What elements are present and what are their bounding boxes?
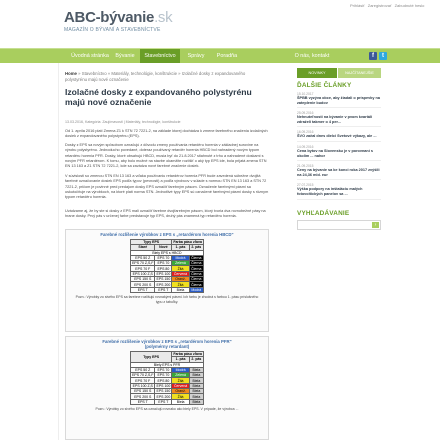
cell: Žltá [172, 394, 190, 399]
logo-main: ABC-bývanie [64, 9, 155, 26]
table-header-old: Staré [131, 245, 155, 250]
cell: Čierna [191, 261, 202, 266]
cell: EPS 150 S [131, 277, 155, 282]
cell: EPS 50 Z [131, 255, 155, 260]
article-paragraph-3: V súvislosti so zmenou STN EN 13 163 a vďaka používaniu retardérov horenia PFR bude zavedená súbežne dvojitá farebné označovanie dosiek EPS podľa typov (pevnosti) a podľa výrobcov v súlade s normou STN EN 13 163 a STN 72 7221-2, pričom je povinné pred predajom dosky EPS označiť farebným pásom. Označenie farebnými pásmi sa uskutočňuje na výrobkoch, na ktoré platí norma STN. Jednotlivé typy EPS sú označené farebnými pásmi dosky s rôznym typom retardéru horenia. [65, 174, 269, 200]
article-link[interactable]: ŠVO začal dnes dielci Svetové výkazy, ale ... [297, 134, 377, 139]
table-row [131, 277, 204, 282]
cell: EPS 70 F [131, 266, 155, 271]
cell: Biela [189, 399, 203, 404]
cell: Čierna [191, 271, 202, 276]
table-header-band1: 1. pás [172, 357, 190, 362]
table-header-types: Typy EPS [131, 352, 172, 363]
list-item[interactable] [297, 92, 381, 108]
cell: EPS 150 [156, 277, 171, 282]
table-pfr-title: Farebné rozlíšenie výrobkov z EPS s „retardérom horenia PFR" [102, 339, 232, 344]
sidebar-heading-articles: ĎALŠIE ČLÁNKY [297, 82, 352, 89]
table-row [131, 389, 204, 394]
table-pfr [65, 336, 269, 440]
list-item[interactable] [297, 183, 381, 199]
chevron-right-icon: › [374, 221, 377, 228]
table-header-band2: 2. pás [189, 357, 203, 362]
cell: Biela [189, 394, 203, 399]
article-link[interactable]: Ceny na bývanie sa ke konci roka 2017 zvýšili na 24,36 mld. eur [297, 168, 380, 177]
article-paragraph-2: Dosky z EPS sa novým spôsobom označujú z dôvodu zmeny používania retardéru horenia v základnej surovine na výrobu polystyrénu. Jednoducho povedané, doteraz používaný retardér horenia HBCD bol nahradený novým typom retardéru horenia PFR. Dosky, ktoré obsahujú HBCD, musia byť do 21.8.2017 stiahnuté z trhu a nahradené doskami s novým PFR retardérom. K tomu, aby bolo možné na stavbe okamžite rozlíšiť o aký typ EPS ide, bola prijatá zmena STN EN 13 163 a Z1 STN 72 7221-2, kde sa zavádza nové farebné značenie dosiek. [65, 143, 267, 169]
cell: Žltá [172, 266, 189, 271]
cell: EPS 50 Z [131, 367, 155, 372]
login-link[interactable]: Prihlásiť [350, 3, 365, 8]
table-row [131, 383, 204, 388]
table-row [131, 287, 204, 292]
site-header [0, 0, 440, 48]
nav-home[interactable]: Úvodná stránka [71, 53, 109, 59]
table-header-band: Farba pásu zľava [173, 352, 202, 357]
table-hbcd [65, 229, 269, 332]
cell: Biela [189, 389, 203, 394]
table-merge-row: Biely EPS s HBCD [131, 250, 204, 255]
cell: Modrá [172, 367, 190, 372]
cell: EPS 100 [156, 383, 171, 388]
search-box [297, 220, 381, 230]
sidebar-tabs [297, 68, 381, 78]
table-pfr-note: Pozn.: Výrobky zo sivého EPS sa označujú rovnako ako biely EPS. V prípade, že výrobca ... [95, 406, 239, 411]
table-header-types: Typy EPS [131, 240, 172, 245]
list-item[interactable] [297, 130, 381, 142]
article-link[interactable]: Výška podpory na inštaláciu malých fotovoltických panelov sa ... [297, 187, 363, 196]
table-row [131, 367, 204, 372]
table-row [131, 394, 204, 399]
cell: EPS T [155, 287, 172, 292]
cell: Čierna [191, 266, 202, 271]
cell: EPS 80 [155, 266, 172, 271]
article-date: 25.09.2016 [297, 111, 314, 116]
cell: Modrá [189, 287, 203, 292]
site-logo[interactable] [64, 9, 172, 33]
cell: Biela [189, 383, 203, 388]
cell: EPS 100 Z,S [131, 271, 155, 276]
cell: EPS T [131, 287, 155, 292]
cell: EPS 200 [156, 282, 171, 287]
cell: Biela [172, 287, 189, 292]
table-row [131, 282, 204, 287]
cell: Oranž. [172, 389, 190, 394]
table-hbcd-note: Pozn.: Výrobky zo sivého EPS sa farebne rozlišujú rovnakými pásmi. Ich farbu je zhodná s farbou 1. pásu príslušného typu z tabuľky. [75, 294, 259, 304]
cell: EPS 200 [156, 394, 171, 399]
article-meta: 13.03.2016, Kategória: Zaujímavosti | Materiály, technológie, konštrukcie [65, 120, 181, 124]
breadcrumb-path[interactable]: » Stavebníctvo » Materiály, technológie, konštrukcie » Izolačné dosky z expandovaného polystyrénu majú nové označenie [65, 71, 246, 82]
cell: EPS 80 [155, 378, 172, 383]
table-header-band: Farba pásu zľava [173, 240, 202, 245]
article-date: 16.09.2016 [297, 130, 314, 135]
logo-subtitle: MAGAZÍN O BÝVANÍ A STAVEBNÍCTVE [64, 27, 161, 33]
table-row [131, 255, 204, 260]
cell: EPS 70 [155, 255, 172, 260]
cell: Červená [172, 271, 189, 276]
cell: EPS 70 Z,S,F [132, 373, 154, 378]
cell: EPS 100 [156, 271, 171, 276]
twitter-icon[interactable]: t [379, 52, 387, 60]
nav-byvanie[interactable]: Bývanie [115, 53, 135, 59]
cell: EPS 70 [155, 367, 172, 372]
list-item[interactable] [297, 111, 381, 127]
article-paragraph-1: Od 1. apríla 2016 platí Zmena Z1 k STN 72 7221-2, na základe ktorej dochádza k zmene farebného značenia izolačných dosiek z expandovaného polystyrénu (EPS). [65, 129, 268, 139]
cell: EPS 150 S [131, 389, 155, 394]
cell: EPS 70 F [131, 378, 155, 383]
table-hbcd-grid [130, 239, 204, 293]
table-header-band2: 2. pás [189, 245, 203, 250]
list-item[interactable] [297, 145, 381, 161]
cell: Žltá [172, 378, 190, 383]
nav-stavebnictvo[interactable]: Stavebníctvo [140, 49, 180, 64]
nav-poradna[interactable]: Poradňa [216, 53, 238, 59]
table-merge-row: Biely EPS s PFR [131, 362, 204, 367]
breadcrumb-home[interactable]: Home [65, 71, 77, 76]
cell: EPS 70 Z,S,F [132, 261, 154, 266]
list-item[interactable] [297, 164, 381, 180]
article-link[interactable]: Nehnuteľnosti na bývanie v pvom kvartáli zdraželi takmer o 4 per... [297, 115, 373, 124]
tab-novinky[interactable]: NOVINKY [297, 68, 337, 78]
cell: Modrá [172, 255, 189, 260]
tab-najcitanejsie[interactable]: NAJČÍTANEJŠIE [338, 68, 381, 78]
table-row [131, 378, 204, 383]
logo-tld: .sk [154, 9, 173, 26]
table-row [131, 261, 204, 266]
article-title: Izolačné dosky z expandovaného polystyrénu majú nové označenie [65, 87, 252, 107]
breadcrumb [65, 71, 265, 83]
article-date: 15.10.2017 [297, 92, 314, 96]
article-date: 27.07.2015 [297, 183, 314, 188]
nav-spravy[interactable]: Správy [187, 53, 205, 59]
main-navbar [0, 48, 440, 63]
cell: Čierna [191, 277, 202, 282]
cell: EPS 70 [155, 261, 172, 266]
nav-about-contact[interactable]: O nás, kontakt [294, 53, 330, 59]
article-link[interactable]: ŠPBB vyzýva obce, aby žiadali o príspevky na zateplenie budov [297, 96, 380, 105]
table-row [131, 399, 204, 404]
article-date: 21.09.2015 [297, 164, 314, 169]
cell: EPS T [131, 399, 155, 404]
cell: EPS 70 [155, 373, 172, 378]
article-link[interactable]: Cena bytov na Slovensku je v porovnaní s okolím ... nahor [297, 148, 373, 158]
cell: Biela [172, 399, 190, 404]
cell: EPS T [155, 399, 172, 404]
cell: Biela [189, 367, 203, 372]
facebook-icon[interactable]: f [369, 52, 377, 60]
cell: EPS 150 [156, 389, 171, 394]
table-pfr-subtitle: (polymérny retardant) [144, 344, 190, 349]
cell: Čierna [191, 282, 202, 287]
register-link[interactable]: Zaregistrovať [367, 3, 392, 8]
cell: Čierna [191, 256, 202, 261]
util-links [350, 3, 426, 8]
cell: Zelená [172, 373, 190, 378]
cell: Červená [172, 383, 190, 388]
table-row [131, 271, 204, 276]
table-hbcd-title: Farebné rozlíšenie výrobkov z EPS s „retardérom horenia HBCD" [100, 232, 234, 237]
cell: Zelená [172, 261, 189, 266]
sidebar [297, 68, 381, 230]
cell: EPS 100 Z,S [131, 383, 155, 388]
article-date: 14.09.2016 [297, 144, 314, 149]
cell: EPS 200 S [131, 282, 155, 287]
search-input[interactable] [298, 221, 368, 229]
cell: EPS 200 S [131, 394, 155, 399]
cell: Biela [189, 373, 203, 378]
search-button[interactable] [372, 222, 379, 228]
table-pfr-grid [130, 351, 204, 405]
table-header-new: Nové [155, 245, 172, 250]
sidebar-heading-search: VYHĽADÁVANIE [297, 209, 350, 217]
article-paragraph-4: Uvádzame aj, že by ste si dosky z EPS mali označiť farebne dvojfarebným pásom, ktorý tvoria dva rovnobežné pásy na hrane dosky. Prvý pás v určenej farbe predstavuje typ EPS, druhý pás znamená typ retardéru horenia. [65, 209, 266, 219]
forgot-password-link[interactable]: Zabudnuté heslo [394, 3, 425, 8]
cell: Oranž. [172, 277, 189, 282]
table-header-band1: 1. pás [172, 245, 189, 250]
cell: Žltá [172, 282, 189, 287]
cell: Biela [189, 378, 203, 383]
table-row [131, 373, 204, 378]
table-row [131, 266, 204, 271]
